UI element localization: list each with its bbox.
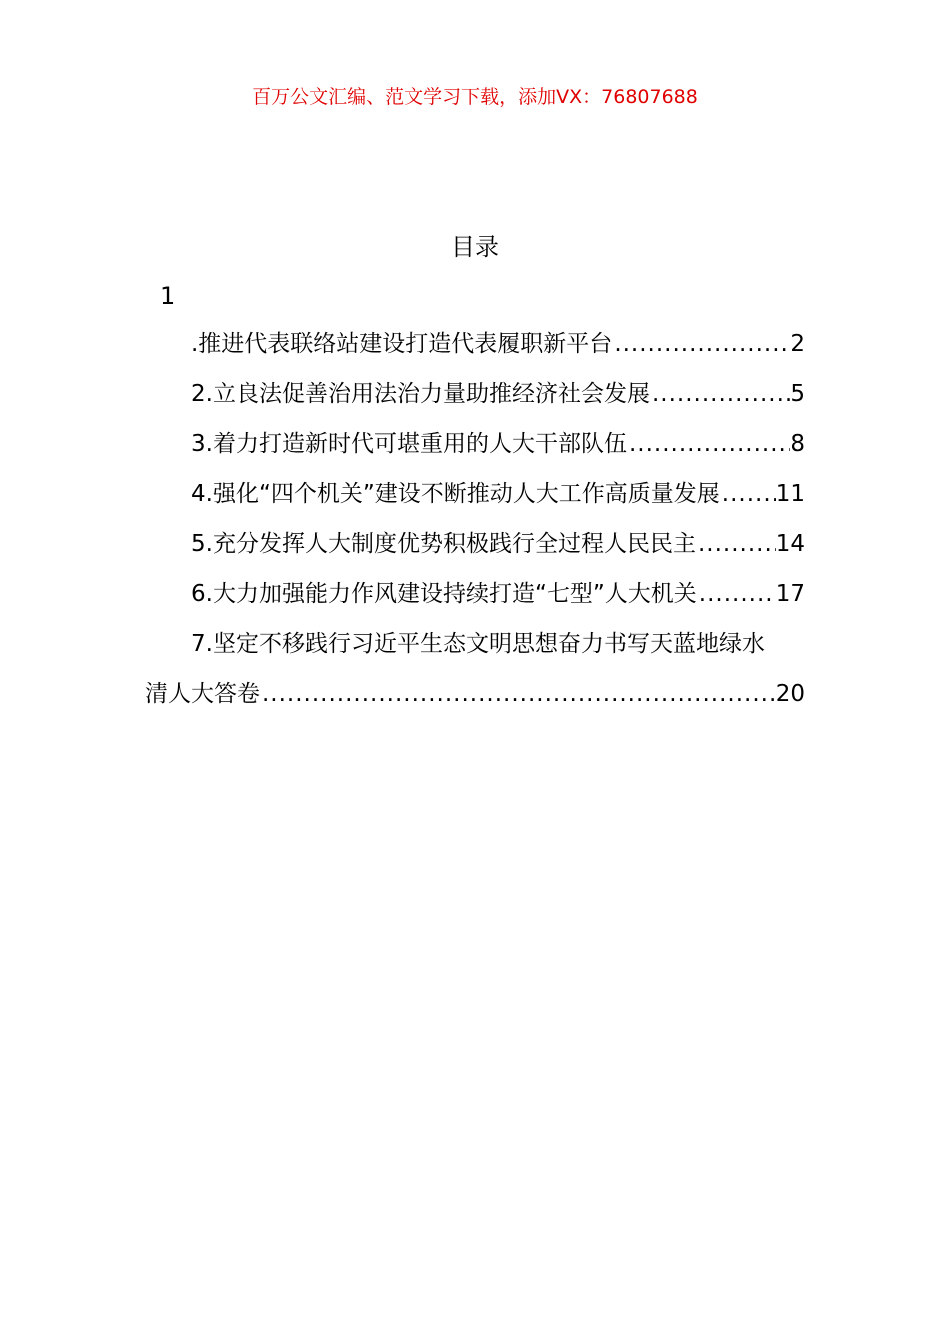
toc-list [145,327,805,727]
toc-entry[interactable] [145,527,805,577]
toc-entry-text: 清人大答卷 [145,681,260,707]
toc-entry-page: 14 [775,531,805,557]
toc-entry[interactable] [145,577,805,627]
toc-leader-dots [696,527,776,561]
toc-entry[interactable] [145,477,805,527]
toc-entry-wrapped-line2[interactable] [145,677,805,727]
toc-entry-page: 2 [790,331,805,357]
toc-entry[interactable] [145,427,805,477]
toc-leader-dots [627,427,790,461]
toc-entry-text: 2.立良法促善治用法治力量助推经济社会发展 [191,381,650,407]
toc-entry-text: 5.充分发挥人大制度优势积极践行全过程人民民主 [191,531,696,557]
toc-entry-text: .推进代表联络站建设打造代表履职新平台 [191,331,613,357]
toc-entry-text: 7.坚定不移践行习近平生态文明思想奋力书写天蓝地绿水 [191,631,765,657]
toc-entry-text: 3.着力打造新时代可堪重用的人大干部队伍 [191,431,627,457]
toc-leader-dots [612,327,790,361]
toc-stray-number: 1 [160,282,176,310]
toc-entry[interactable] [145,327,805,377]
toc-leader-dots [650,377,790,411]
toc-entry-page: 8 [790,431,805,457]
toc-entry-text: 6.大力加强能力作风建设持续打造“七型”人大机关 [191,581,697,607]
toc-leader-dots [260,677,776,711]
toc-entry-page: 17 [775,581,805,607]
toc-entry-page: 11 [775,481,805,507]
toc-entry[interactable] [145,377,805,427]
toc-entry-page: 20 [775,681,805,707]
toc-entry-page: 5 [790,381,805,407]
toc-entry-wrapped-line1[interactable] [145,627,805,677]
toc-entry-text: 4.强化“四个机关”建设不断推动人大工作高质量发展 [191,481,720,507]
toc-leader-dots [720,477,776,511]
toc-leader-dots [697,577,776,611]
toc-title: 目录 [451,233,499,261]
header-note: 百万公文汇编、范文学习下载，添加VX：76807688 [252,86,698,108]
